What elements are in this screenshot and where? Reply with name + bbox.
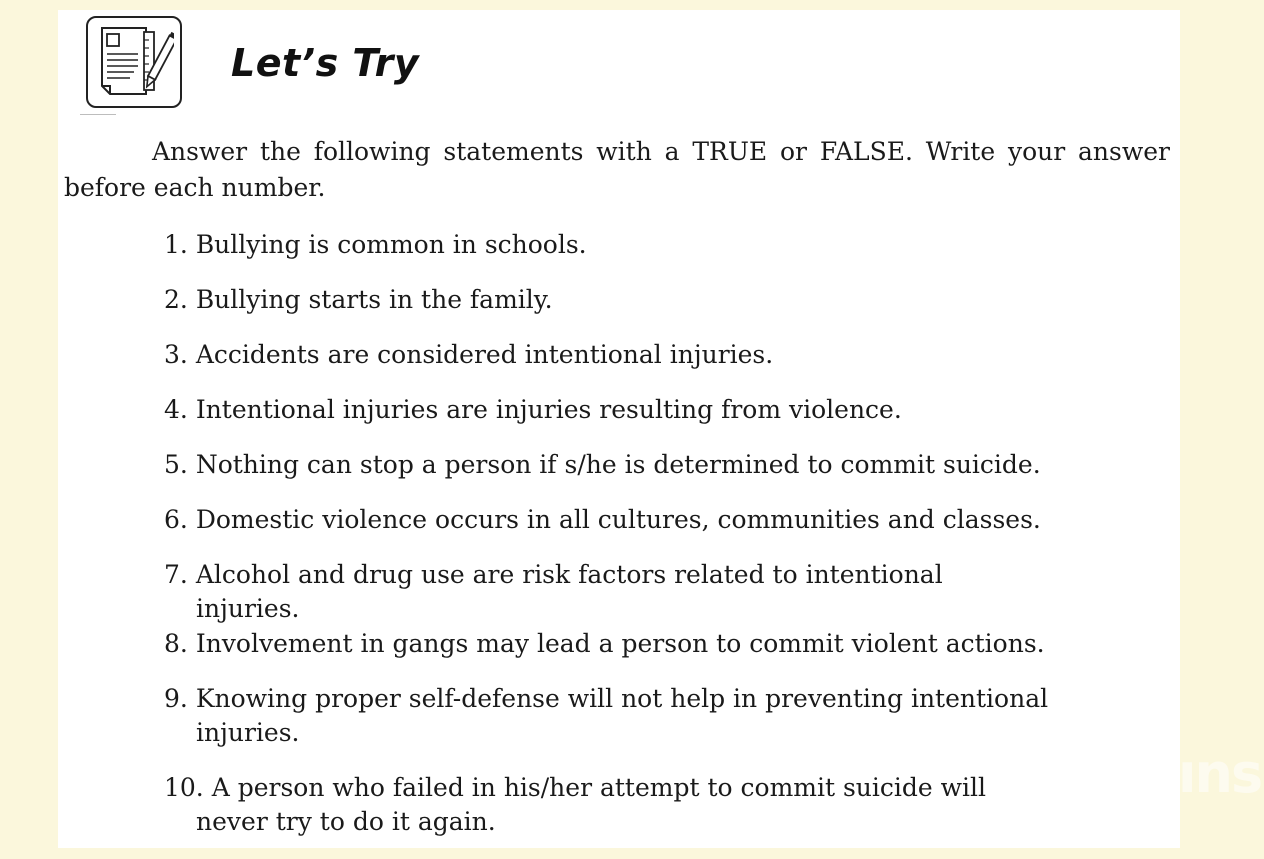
statement-text: Bullying is common in schools.	[195, 230, 587, 259]
statement-number: 10.	[164, 773, 204, 802]
statement-number: 1.	[164, 230, 188, 259]
statement-item	[164, 682, 1172, 750]
statement-number: 5.	[164, 450, 188, 479]
statement-text: Accidents are considered intentional injuries.	[195, 340, 774, 369]
statement-item	[164, 393, 1172, 427]
watermark-logo: ıns	[1178, 742, 1262, 805]
statement-text: Bullying starts in the family.	[195, 285, 553, 314]
statement-number: 3.	[164, 340, 188, 369]
statement-text: Involvement in gangs may lead a person to commit violent actions.	[195, 629, 1045, 658]
statement-text-continued: injuries.	[196, 718, 300, 747]
statement-item	[164, 558, 1172, 626]
statement-item	[164, 503, 1172, 537]
statement-text-continued: never try to do it again.	[196, 807, 496, 836]
statement-text: Nothing can stop a person if s/he is determined to commit suicide.	[195, 450, 1041, 479]
worksheet-pencil-icon	[86, 16, 182, 108]
statement-item	[164, 771, 1172, 839]
statement-item	[164, 228, 1172, 262]
statement-item	[164, 448, 1172, 482]
statement-text: Knowing proper self-defense will not help in preventing intentional	[195, 684, 1049, 713]
instructions-paragraph: Answer the following statements with a TRUE or FALSE. Write your answer before each number.	[64, 137, 1170, 202]
icon-caption-divider	[80, 114, 116, 115]
statement-text: Intentional injuries are injuries resulting from violence.	[195, 395, 902, 424]
statement-number: 9.	[164, 684, 188, 713]
statement-text: A person who failed in his/her attempt to commit suicide will	[211, 773, 987, 802]
statement-text-continued: injuries.	[196, 594, 300, 623]
statement-number: 8.	[164, 629, 188, 658]
statement-number: 6.	[164, 505, 188, 534]
statement-item	[164, 283, 1172, 317]
statement-text: Alcohol and drug use are risk factors related to intentional	[195, 560, 943, 589]
statement-number: 7.	[164, 560, 188, 589]
statement-text: Domestic violence occurs in all cultures, communities and classes.	[195, 505, 1041, 534]
statement-number: 4.	[164, 395, 188, 424]
worksheet-page	[58, 10, 1180, 848]
statement-number: 2.	[164, 285, 188, 314]
statement-item	[164, 627, 1172, 661]
section-title: Let’s Try	[231, 41, 420, 85]
statement-item	[164, 338, 1172, 372]
